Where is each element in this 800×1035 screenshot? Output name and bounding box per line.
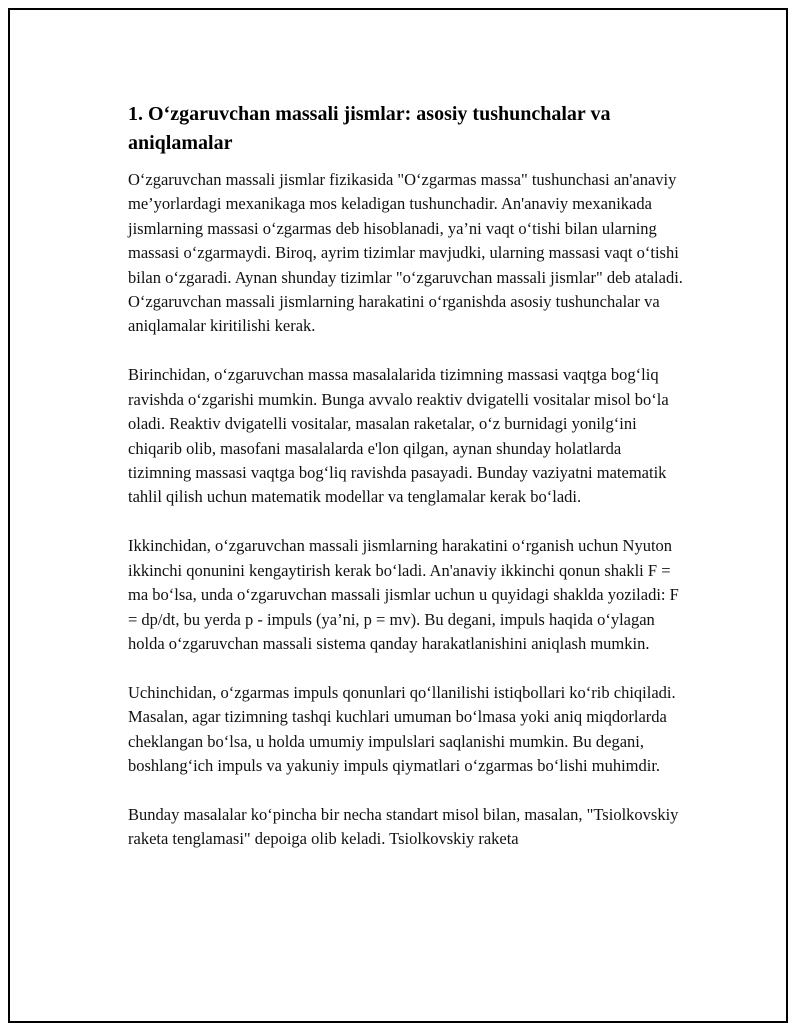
page-frame [8,8,788,1023]
section-heading: 1. O‘zgaruvchan massali jismlar: asosiy tushunchalar va aniqlamalar [128,103,611,154]
paragraph-second-point: Ikkinchidan, o‘zgaruvchan massali jismlarning harakatini o‘rganish uchun Nyuton ikkinchi qonunini kengaytirish kerak bo‘ladi. An'anaviy ikkinchi qonun shakli F = ma bo‘lsa, unda o‘zgaruvchan massali jismlar uchun u quyidagi shaklda yoziladi: F = dp/dt, bu yerda p - impuls (ya’ni, p = mv). Bu degani, impuls haqida o‘ylagan holda o‘zgaruvchan massali sistema qanday harakatlanishini aniqlash mumkin. [128,536,679,653]
paragraph-third-point: Uchinchidan, o‘zgarmas impuls qonunlari qo‘llanilishi istiqbollari ko‘rib chiqiladi. Masalan, agar tizimning tashqi kuchlari umuman bo‘lmasa yoki aniq miqdorlarda cheklangan bo‘lsa, u holda umumiy impulslari saqlanishi mumkin. Bu degani, boshlang‘ich impuls va yakuniy impuls qiymatlari o‘zgarmas bo‘lishi muhimdir. [128,682,676,776]
paragraph-first-point: Birinchidan, o‘zgaruvchan massa masalalarida tizimning massasi vaqtga bog‘liq ravishda o‘zgarishi mumkin. Bunga avvalo reaktiv dvigatelli vositalar misol bo‘la oladi. Reaktiv dvigatelli vositalar, masalan raketalar, o‘z burnidagi yonilg‘ini chiqarib olib, masofani masalalarda e'lon qilgan, aynan shunday holatlarda tizimning massasi vaqtga bog‘liq ravishda pasayadi. Bunday vaziyatni matematik tahlil qilish uchun matematik modellar va tenglamalar kerak bo‘ladi. [128,365,669,507]
paragraph-intro: O‘zgaruvchan massali jismlar fizikasida "O‘zgarmas massa" tushunchasi an'anaviy me’yorlardagi mexanikaga mos keladigan tushunchadir. An'anaviy mexanikada jismlarning massasi o‘zgarmas deb hisoblanadi, ya’ni vaqt o‘tishi bilan ularning massasi o‘zgarmaydi. Biroq, ayrim tizimlar mavjudki, ularning massasi vaqt o‘tishi bilan o‘zgaradi. Aynan shunday tizimlar "o‘zgaruvchan massali jismlar" deb ataladi. O‘zgaruvchan massali jismlarning harakatini o‘rganishda asosiy tushunchalar va aniqlamalar kiritilishi kerak. [128,170,683,336]
document-body [128,100,688,876]
paragraph-continuation: Bunday masalalar ko‘pincha bir necha standart misol bilan, masalan, "Tsiolkovskiy raketa tenglamasi" depoiga olib keladi. Tsiolkovskiy raketa [128,804,679,849]
